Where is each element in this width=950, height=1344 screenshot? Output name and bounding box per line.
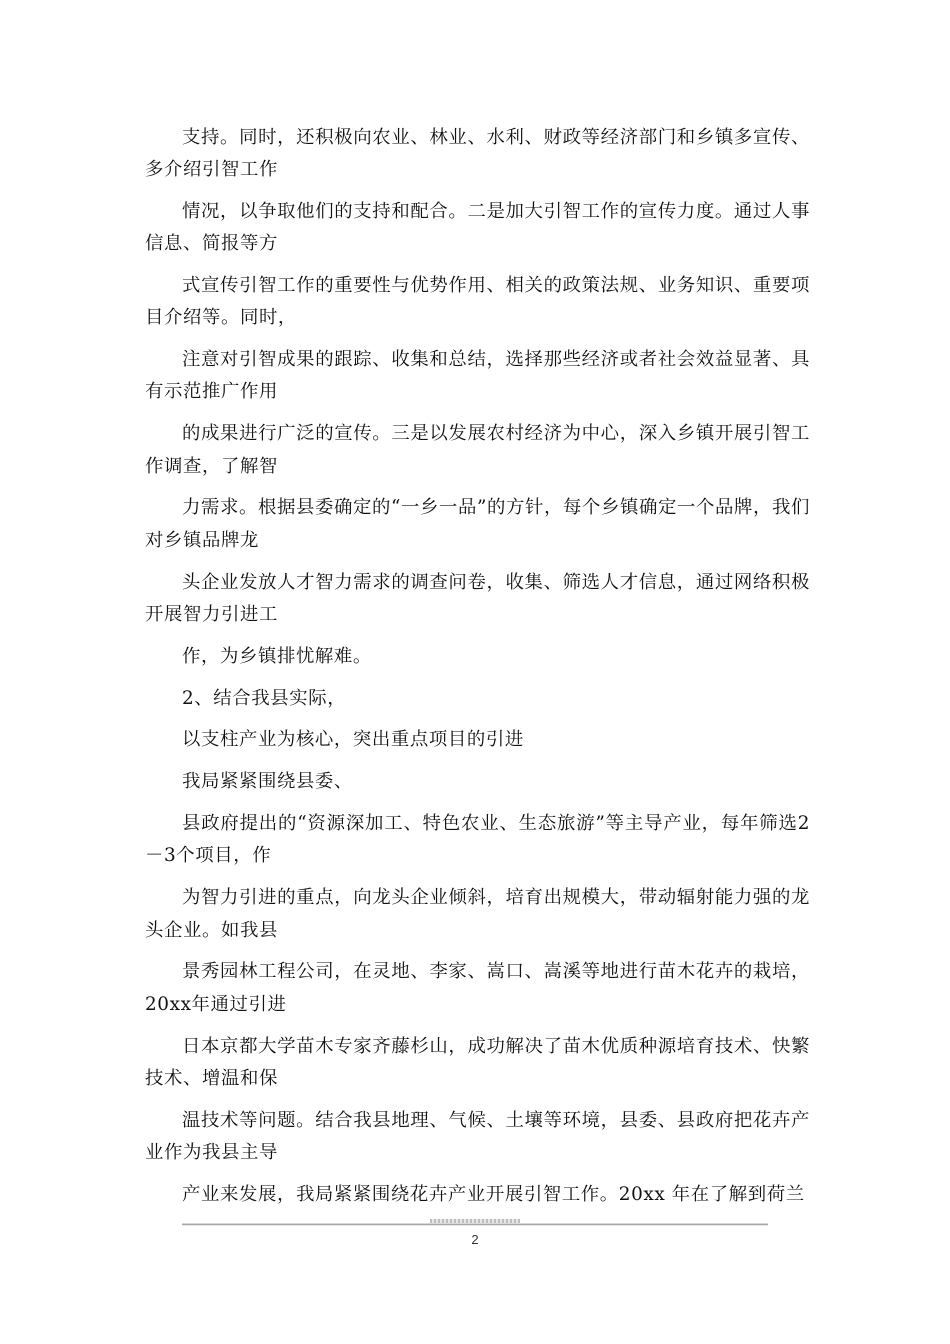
paragraph: 力需求。根据县委确定的“一乡一品”的方针，每个乡镇确定一个品牌，我们对乡镇品牌龙 (145, 497, 810, 551)
paragraph: 日本京都大学苗木专家齐藤杉山，成功解决了苗木优质种源培育技术、快繁技术、增温和保 (145, 1035, 810, 1089)
paragraph: 头企业发放人才智力需求的调查问卷，收集、筛选人才信息，通过网络积极开展智力引进工 (145, 571, 810, 625)
paragraph: 情况，以争取他们的支持和配合。二是加大引智工作的宣传力度。通过人事信息、简报等方 (145, 201, 810, 255)
paragraph: 注意对引智成果的跟踪、收集和总结，选择那些经济或者社会效益显著、具有示范推广作用 (145, 349, 810, 403)
paragraph: 的成果进行广泛的宣传。三是以发展农村经济为中心，深入乡镇开展引智工作调查，了解智 (145, 423, 810, 477)
paragraph: 县政府提出的“资源深加工、特色农业、生态旅游”等主导产业，每年筛选2－3个项目，作 (145, 813, 810, 867)
paragraph: 支持。同时，还积极向农业、林业、水利、财政等经济部门和乡镇多宣传、多介绍引智工作 (145, 127, 810, 181)
footer-divider (182, 1223, 768, 1226)
paragraph: 景秀园林工程公司，在灵地、李家、嵩口、嵩溪等地进行苗木花卉的栽培，20xx年通过引进 (145, 961, 810, 1015)
paragraph: 产业来发展，我局紧紧围绕花卉产业开展引智工作。20xx 年在了解到荷兰 (182, 1183, 805, 1205)
paragraph: 式宣传引智工作的重要性与优势作用、相关的政策法规、业务知识、重要项目介绍等。同时， (145, 275, 810, 329)
document-body (145, 122, 810, 1221)
paragraph: 我局紧紧围绕县委、 (182, 771, 353, 793)
paragraph: 温技术等问题。结合我县地理、气候、土壤等环境，县委、县政府把花卉产业作为我县主导 (145, 1109, 810, 1163)
paragraph: 2、结合我县实际， (182, 687, 347, 709)
paragraph: 为智力引进的重点，向龙头企业倾斜，培育出规模大，带动辐射能力强的龙头企业。如我县 (145, 887, 810, 941)
paragraph: 以支柱产业为核心，突出重点项目的引进 (182, 729, 524, 751)
paragraph: 作，为乡镇排忧解难。 (182, 645, 372, 667)
page-number: 2 (471, 1232, 479, 1247)
